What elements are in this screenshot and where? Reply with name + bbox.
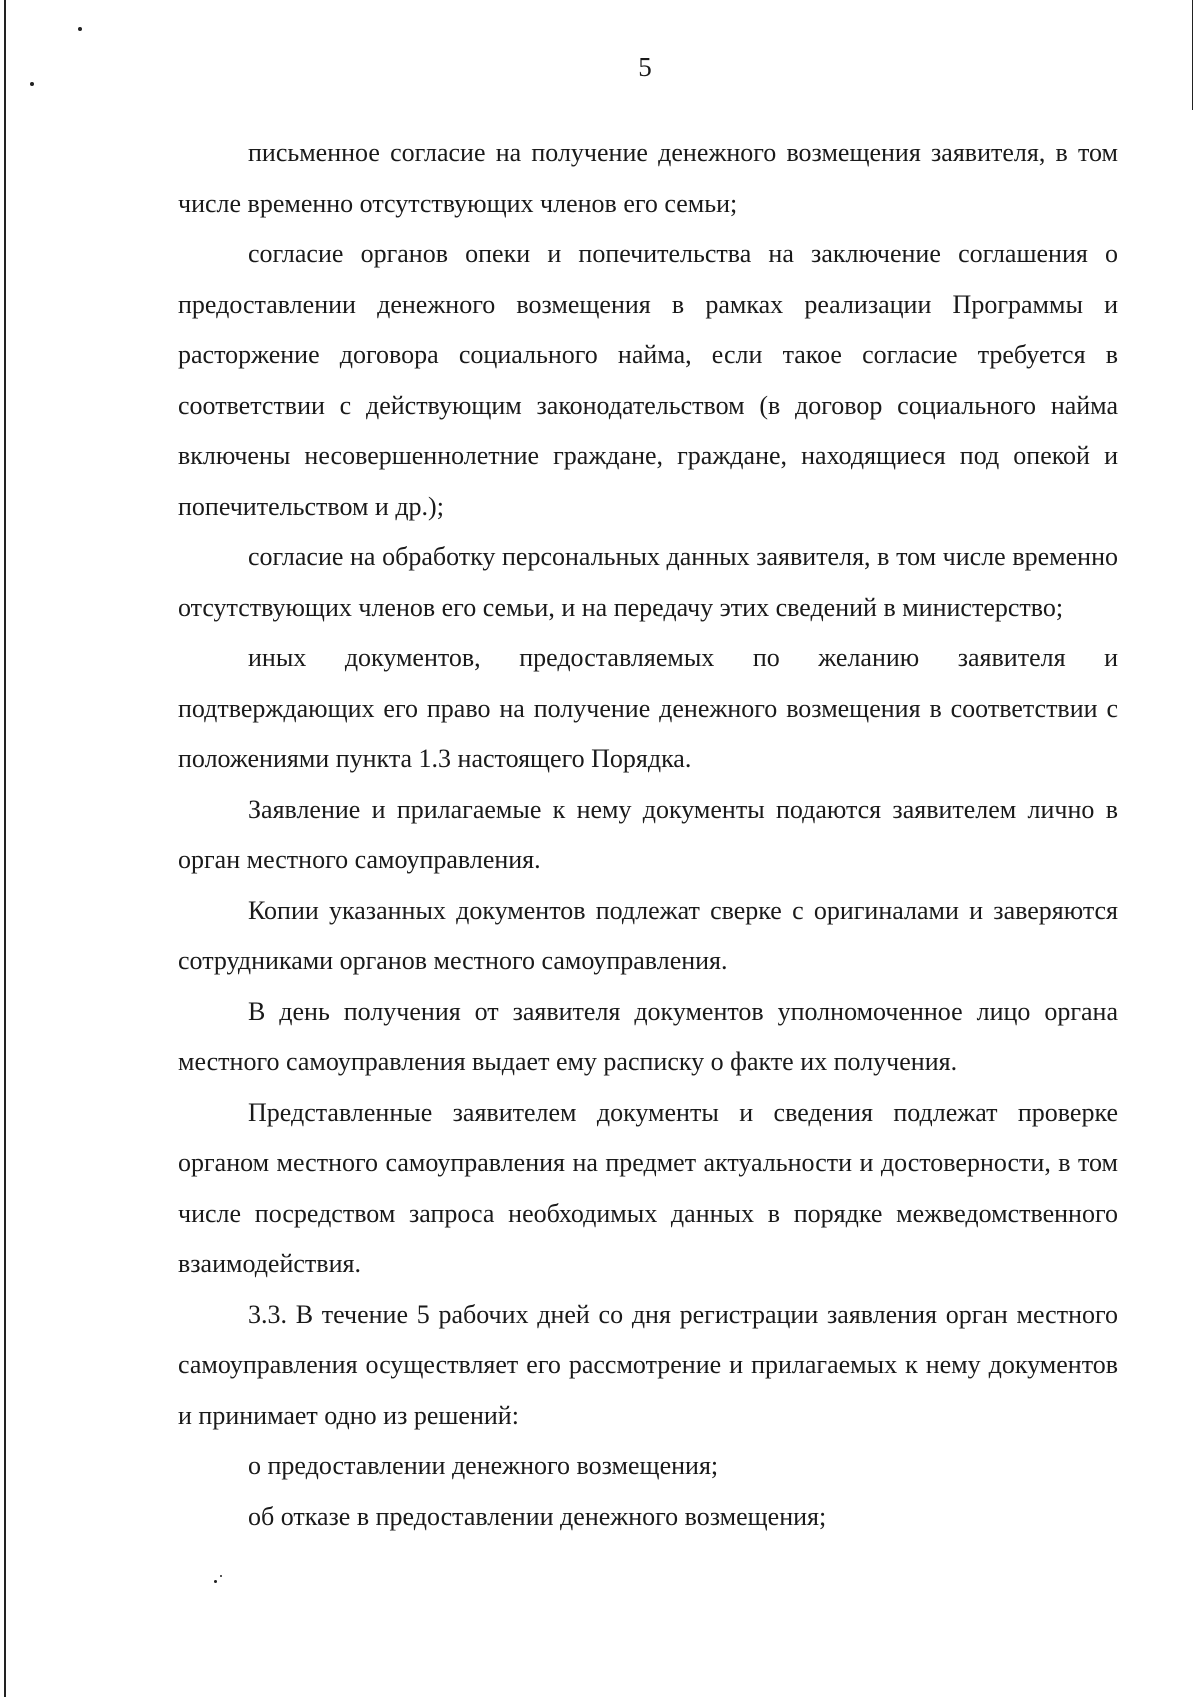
scan-edge-line-left [4, 0, 6, 1697]
scan-dot [214, 1580, 217, 1583]
paragraph-decision-refusal: об отказе в предоставлении денежного возмещения; [248, 1501, 827, 1531]
paragraph-guardianship-consent: согласие органов опеки и попечительства на заключение соглашения о предоставлении денежного возмещения в рамках реализации Программы и расторжение договора социального найма, если такое согласие требуется в соответствии с действующим законодательством (в договор социального найма включены несовершеннолетние граждане, граждане, находящиеся под опекой и попечительством и др.); [178, 239, 1118, 521]
paragraph-decision-grant: о предоставлении денежного возмещения; [248, 1451, 719, 1480]
paragraph-copies: Копии указанных документов подлежат сверке с оригиналами и заверяются сотрудниками органов местного самоуправления. [178, 895, 1118, 975]
scan-dot [78, 27, 82, 31]
paragraph-verification: Представленные заявителем документы и сведения подлежат проверке органом местного самоуправления на предмет актуальности и достоверности, в том числе посредством запроса необходимых данных в порядке межведомственного взаимодействия. [178, 1097, 1118, 1278]
paragraph-other-documents: иных документов, предоставляемых по желанию заявителя и подтверждающих его право на получение денежного возмещения в соответствии с положениями пункта 1.3 настоящего Порядка. [178, 643, 1118, 773]
paragraph-written-consent: письменное согласие на получение денежного возмещения заявителя, в том числе временно отсутствующих членов его семьи; [178, 138, 1118, 218]
document-body [178, 128, 1118, 1542]
paragraph-section-3-3: 3.3. В течение 5 рабочих дней со дня регистрации заявления орган местного самоуправления осуществляет его рассмотрение и прилагаемых к нему документов и принимает одно из решений: [178, 1299, 1118, 1430]
paragraph-personal-data-consent: согласие на обработку персональных данных заявителя, в том числе временно отсутствующих членов его семьи, и на передачу этих сведений в министерство; [178, 542, 1118, 622]
page-number: 5 [638, 52, 652, 82]
paragraph-receipt: В день получения от заявителя документов уполномоченное лицо органа местного самоуправления выдает ему расписку о факте их получения. [178, 996, 1118, 1076]
paragraph-submission: Заявление и прилагаемые к нему документы подаются заявителем лично в орган местного самоуправления. [178, 794, 1118, 874]
scan-dot [220, 1575, 222, 1577]
